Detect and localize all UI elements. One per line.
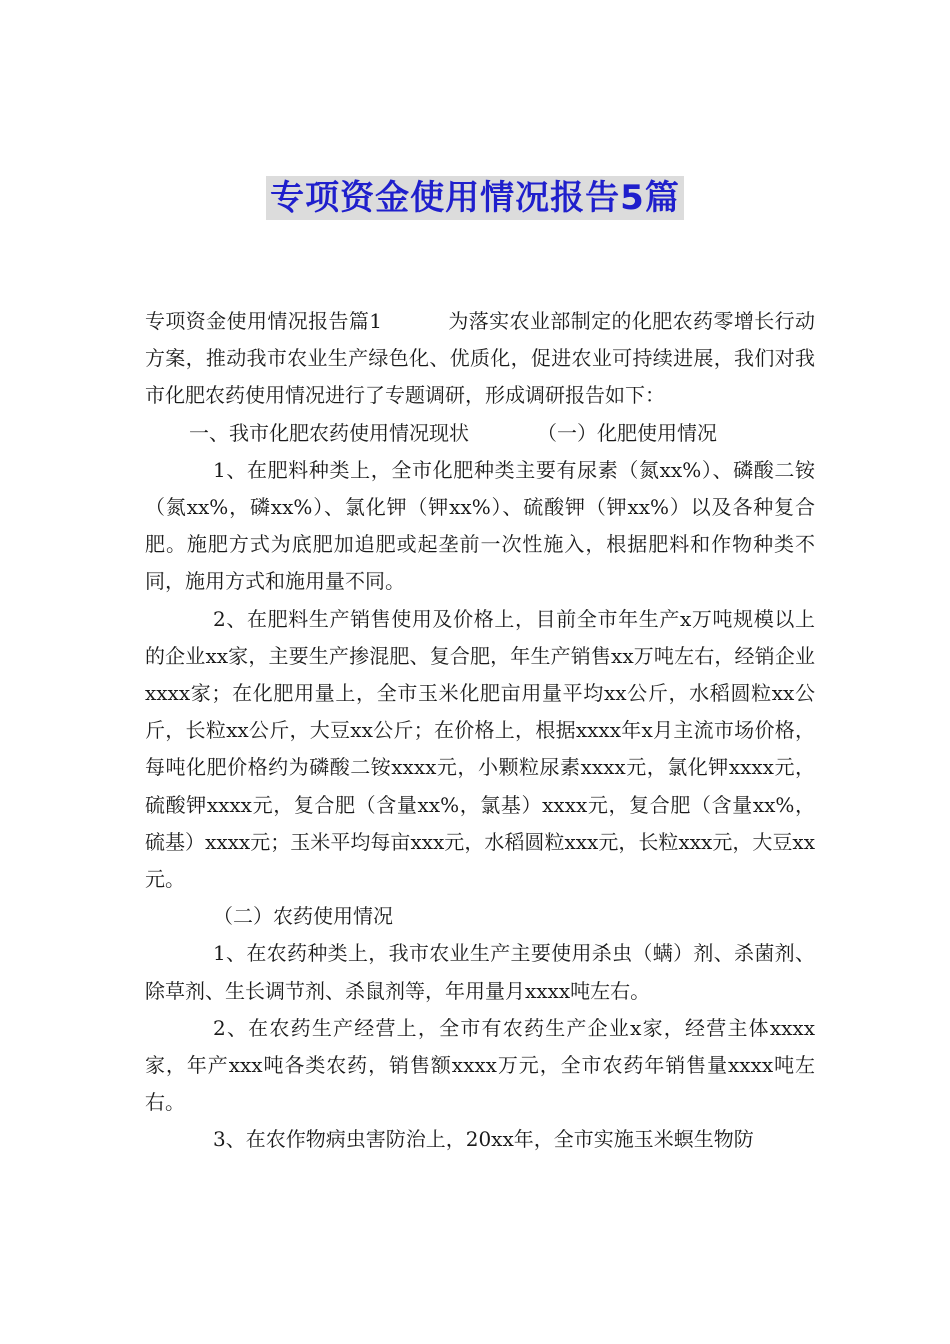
pesticide-paragraph-1: 1、在农药种类上，我市农业生产主要使用杀虫（螨）剂、杀菌剂、除草剂、生长调节剂、杀鼠剂等，年用量月xxxx吨左右。 bbox=[145, 941, 815, 1003]
fertilizer-paragraph-2: 2、在肥料生产销售使用及价格上，目前全市年生产x万吨规模以上的企业xx家，主要生产掺混肥、复合肥，年生产销售xx万吨左右，经销企业xxxx家；在化肥用量上，全市玉米化肥亩用量平均xx公斤，水稻圆粒xx公斤，长粒xx公斤，大豆xx公斤；在价格上，根据xxxx年x月主流市场价格，每吨化肥价格约为磷酸二铵xxxx元，小颗粒尿素xxxx元，氯化钾xxxx元，硫酸钾xxxx元，复合肥（含量xx%，氯基）xxxx元，复合肥（含量xx%，硫基）xxxx元；玉米平均每亩xxx元，水稻圆粒xxx元，长粒xxx元，大豆xx元。 bbox=[145, 606, 815, 892]
intro-paragraph bbox=[145, 303, 815, 415]
intro-heading: 专项资金使用情况报告篇1 bbox=[145, 309, 382, 333]
title-wrap bbox=[0, 176, 950, 220]
section1-sub2: （二）农药使用情况 bbox=[213, 904, 393, 929]
section-heading-line bbox=[145, 415, 815, 452]
intro-text: 为落实农业部制定的化肥农药零增长行动方案，推动我市农业生产绿色化、优质化，促进农业可持续进展，我们对我市化肥农药使用情况进行了专题调研，形成调研报告如下： bbox=[145, 309, 815, 408]
document-body bbox=[145, 303, 815, 1159]
section1-sub1: （一）化肥使用情况 bbox=[537, 420, 717, 445]
pesticide-paragraph-3: 3、在农作物病虫害防治上，20xx年，全市实施玉米螟生物防 bbox=[213, 1127, 754, 1152]
pesticide-paragraph-2: 2、在农药生产经营上，全市有农药生产企业x家，经营主体xxxx家，年产xxx吨各类农药，销售额xxxx万元，全市农药年销售量xxxx吨左右。 bbox=[145, 1015, 815, 1115]
fertilizer-paragraph-1: 1、在肥料种类上，全市化肥种类主要有尿素（氮xx%）、磷酸二铵（氮xx%，磷xx%）、氯化钾（钾xx%）、硫酸钾（钾xx%）以及各种复合肥。施肥方式为底肥加追肥或起垄前一次性施入，根据肥料和作物种类不同，施用方式和施用量不同。 bbox=[145, 457, 815, 594]
section1-heading: 一、我市化肥农药使用情况现状 bbox=[189, 420, 469, 445]
document-title: 专项资金使用情况报告5篇 bbox=[266, 176, 684, 220]
